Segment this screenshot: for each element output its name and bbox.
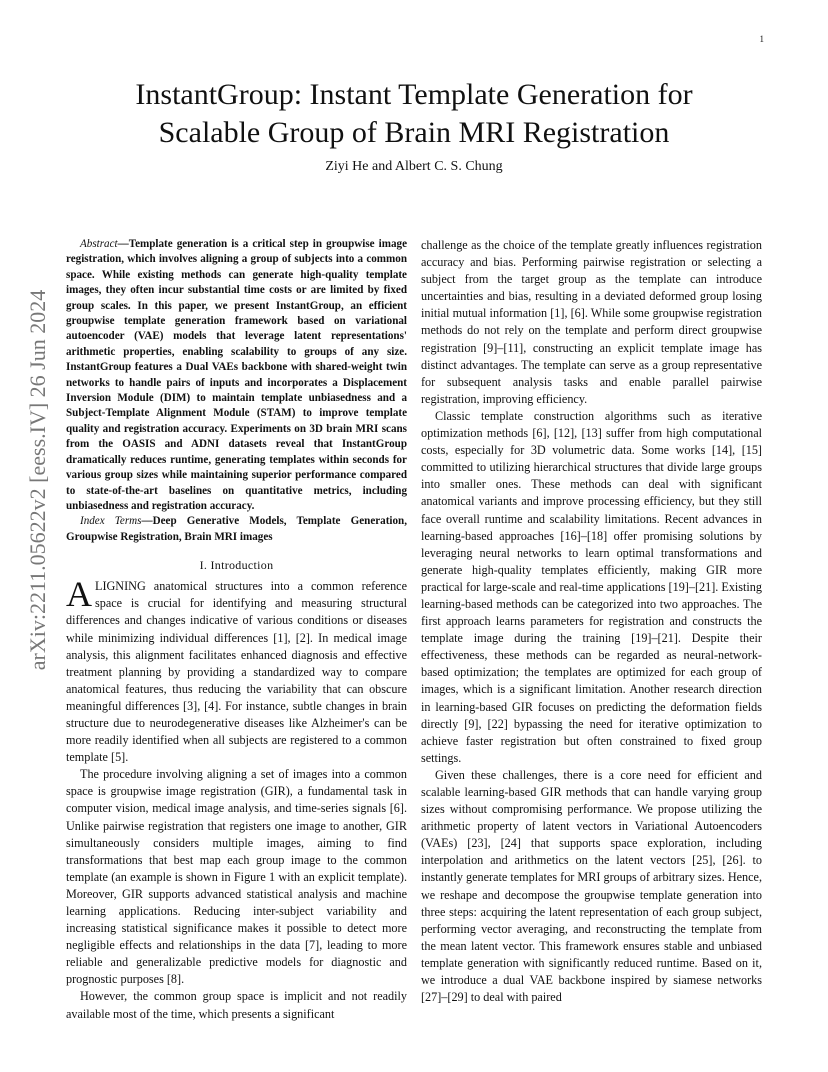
arxiv-sidebar (18, 290, 58, 670)
abstract-text: —Template generation is a critical step in groupwise image registration, which involves aligning a group of subjects into a common space. While existing methods can generate high-quality template images, they often incur substantial time costs or are limited by fixed group scales. In this paper, we present InstantGroup, an efficient groupwise template generation framework based on variational autoencoder (VAE) models that leverage latent representations' arithmetic properties, enabling scalability to groups of any size. InstantGroup features a Dual VAEs backbone with shared-weight twin networks to handle pairs of inputs and incorporates a Displacement Inversion Module (DIM) to maintain template unbiasedness and a Subject-Template Alignment Module (STAM) to improve template quality and registration accuracy. Experiments on 3D brain MRI scans from the OASIS and ADNI datasets reveal that InstantGroup dramatically reduces runtime, generating templates within seconds for various group sizes while maintaining superior performance compared to state-of-the-art baselines on quantitative metrics, including unbiasedness and registration accuracy. (66, 238, 407, 512)
section-heading: I. Introduction (199, 558, 274, 573)
intro-paragraph-1-text: anatomical structures into a common reference space is crucial for identifying and measuring structural differences and changes indicative of various conditions or diseases while minimizing individual differences [1], [2]. In medical image analysis, this alignment facilitates enhanced diagnosis and effective treatment planning by providing a standardized way to compare anatomical features, thus reducing the variability that can obscure meaningful differences [3], [4]. For instance, subtle changes in brain structure due to neurodegenerative diseases like Alzheimer's can be more readily identified when all subjects are registered to a common template [5]. (66, 579, 407, 765)
right-paragraph-3: Given these challenges, there is a core need for efficient and scalable learning-based GIR methods that can handle varying group sizes without compromising performance. We propose utilizing the arithmetic property of latent vectors in Variational Autoencoders (VAEs) [23], [24] that supports space exploration, including interpolation and arithmetics on the latent vectors [25], [26]. to instantly generate templates for MRI groups of arbitrary sizes. Hence, we reshape and decompose the groupwise template generation into three steps: acquiring the latent representation of each group subject, performing vector averaging, and reconstructing the template from the mean latent vector. This framework ensures stable and unbiased template generation with significantly reduced runtime. Based on it, we introduce a dual VAE backbone inspired by siamese networks [27]–[29] to deal with paired (421, 767, 762, 1005)
paper-title (0, 76, 828, 152)
drop-cap: A (66, 574, 92, 615)
title-line-2: Scalable Group of Brain MRI Registration (158, 116, 670, 149)
page-number: 1 (759, 34, 764, 44)
index-terms-text: —Deep Generative Models, Template Generation, Groupwise Registration, Brain MRI images (66, 515, 407, 543)
intro-paragraph-3: However, the common group space is implicit and not readily available most of the time, which presents a significant (66, 989, 407, 1021)
right-paragraph-1: challenge as the choice of the template greatly influences registration accuracy and bias. Performing pairwise registration or selecting a subject from the target group as the template can introduce uncertainties and bias, resulting in a deviated deformed group losing initial mutual information [1], [6]. While some groupwise registration methods do not rely on the template and perform direct groupwise registration [9]–[11], constructing an explicit template image has distinct advantages. The template can serve as a group representative for subsequent analysis tasks and enable parallel pairwise registration, improving efficiency. (421, 238, 762, 406)
intro-first-word: LIGNING (95, 579, 146, 594)
authors: Ziyi He and Albert C. S. Chung (325, 159, 503, 174)
intro-paragraph-1 (66, 574, 407, 766)
left-column (66, 237, 407, 1023)
arxiv-identifier: arXiv:2211.05622v2 [eess.IV] 26 Jun 2024 (25, 289, 50, 671)
abstract (66, 237, 407, 514)
title-line-1: InstantGroup: Instant Template Generation for (135, 78, 693, 111)
abstract-label: Abstract (80, 238, 118, 250)
right-column (421, 237, 762, 1006)
index-terms (66, 514, 407, 545)
intro-paragraph-2: The procedure involving aligning a set of images into a common space is groupwise image registration (GIR), a fundamental task in computer vision, medical image analysis, and time-series signals [6]. Unlike pairwise registration that registers one image to another, GIR simultaneously considers multiple images, aiming to find transformations that best map each group image to the common template (an example is shown in Figure 1 with an explicit template). Moreover, GIR supports advanced statistical analysis and machine learning applications. Reducing inter-subject variability and increasing statistical significance makes it possible to detect more negligible effects and relationships in the data [7], leading to more reliable and generalizable predictive models for diagnostic and prognostic purposes [8]. (66, 767, 407, 987)
right-paragraph-2: Classic template construction algorithms such as iterative optimization methods [6], [12], [13] suffer from high computational costs, especially for 3D volumetric data. Some works [14], [15] committed to utilizing hierarchical structures that divide large groups into smaller ones. These methods can deal with significant anatomical variants and improve processing efficiency, but they still face overall runtime and scalability limitations. Recent advances in learning-based approaches [16]–[18] offer promising solutions by leveraging neural networks to learn optimal transformations and generate high-quality templates efficiently, making GIR more practical for large-scale and real-time applications [19]–[21]. Existing learning-based methods can be categorized into two approaches. The first approach learns parameters for registration and constructs the template image during the training [19]–[21]. Despite their effectiveness, these methods can be regarded as neural-network-based optimization; the templates are optimized for each group of images, which is a significant limitation. Another research direction in learning-based GIR focuses on predicting the deformation fields directly [9], [22] bypassing the need for iterative optimization to achieve faster registration but often constrained to fixed group settings. (421, 408, 762, 765)
index-terms-label: Index Terms (80, 515, 142, 528)
